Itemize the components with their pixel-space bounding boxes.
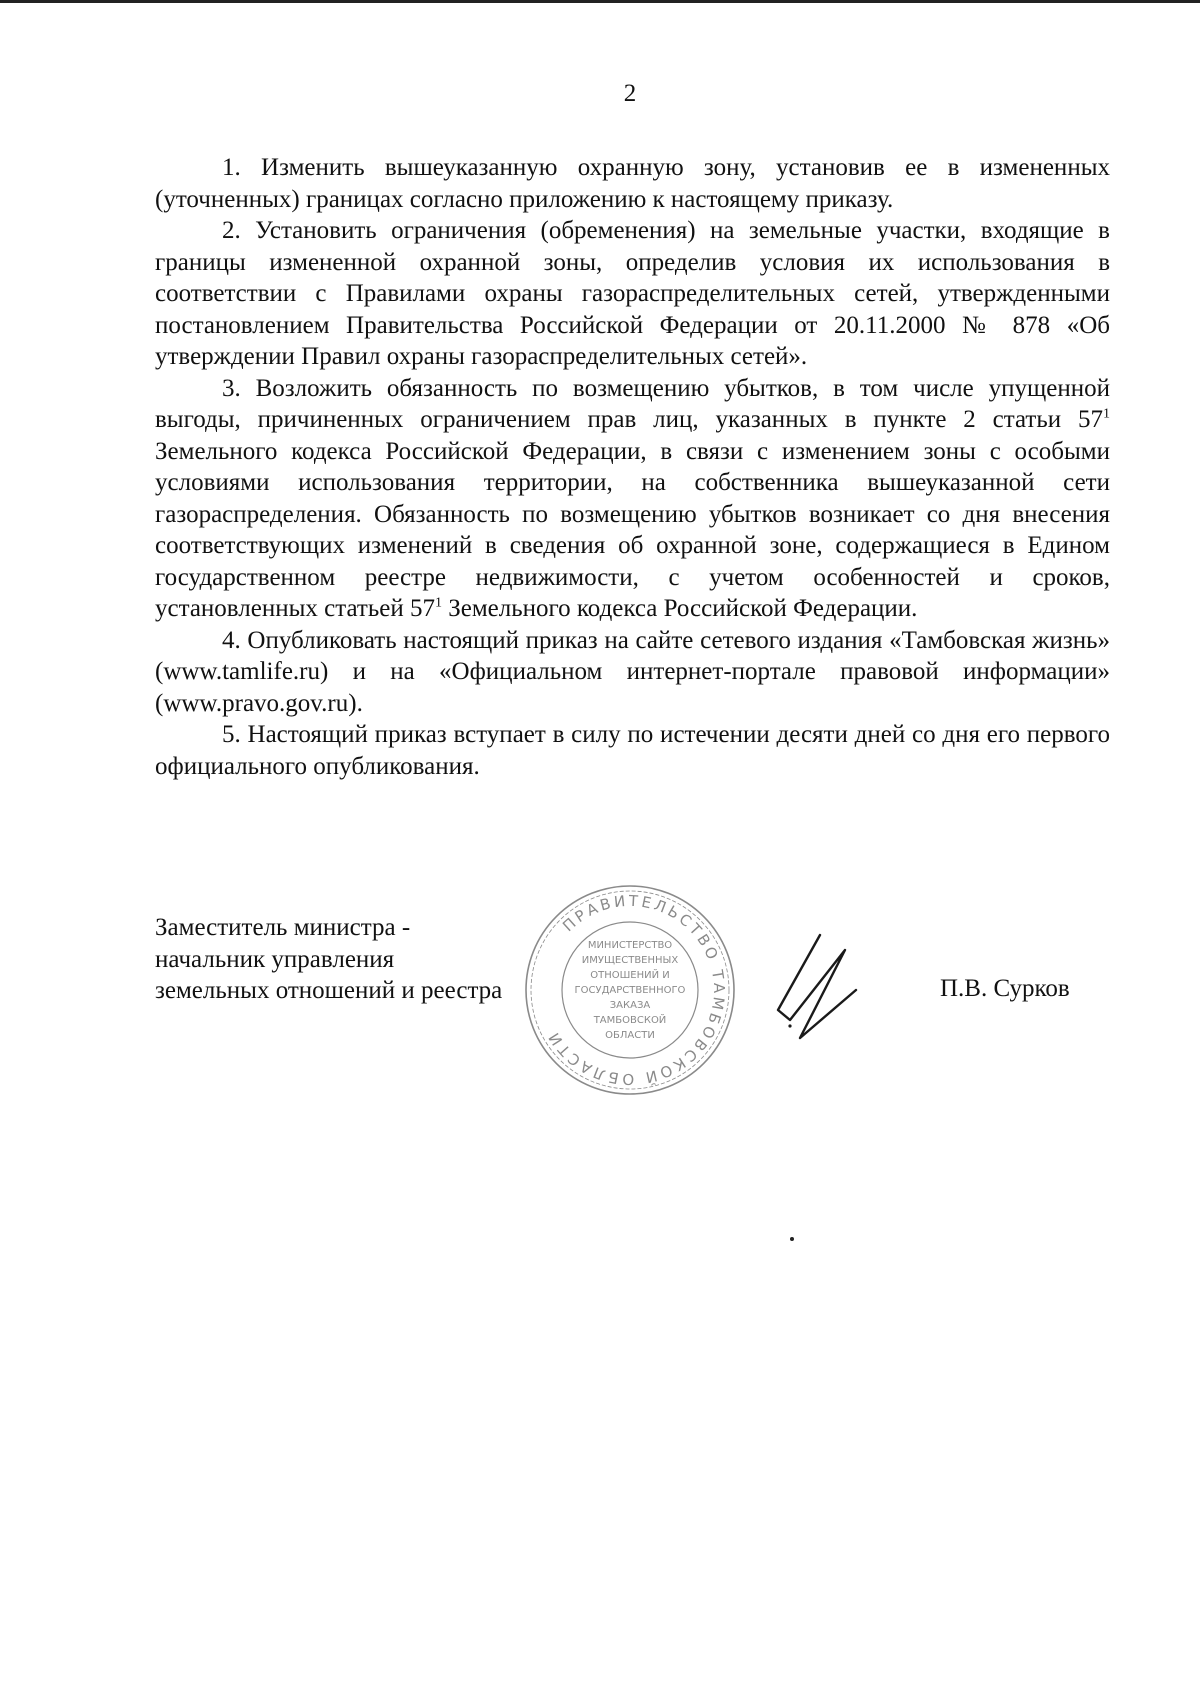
stamp-line-6: ТАМБОВСКОЙ	[593, 1015, 667, 1026]
superscript-1: 1	[1103, 406, 1110, 422]
stamp-line-1: МИНИСТЕРСТВО	[587, 940, 673, 951]
stamp-line-2: ИМУЩЕСТВЕННЫХ	[581, 955, 679, 966]
stamp-outer-text: ПРАВИТЕЛЬСТВО ТАМБОВСКОЙ ОБЛАСТИ	[543, 891, 729, 1089]
signatory-position	[155, 912, 502, 1007]
page-number: 2	[623, 80, 637, 107]
stamp-line-5: ЗАКАЗА	[609, 1000, 651, 1011]
top-border-line	[0, 0, 1200, 3]
scan-speck	[790, 1237, 794, 1241]
paragraph-item-3	[155, 373, 1110, 625]
paragraph-item-3-part1: 3. Возложить обязанность по возмещению убытков, в том числе упущенной выгоды, причиненных ограничением прав лиц, указанных в пункте 2 статьи 57	[155, 374, 1110, 433]
stamp-line-7: ОБЛАСТИ	[605, 1030, 655, 1041]
paragraph-item-1: 1. Изменить вышеуказанную охранную зону, установив ее в измененных (уточненных) границах согласно приложению к настоящему приказу.	[155, 154, 1110, 213]
superscript-2: 1	[434, 595, 442, 611]
signature-graphic	[760, 930, 870, 1050]
paragraph-item-3-part2: Земельного кодекса Российской Федерации, в связи с изменением зоны с особыми условиями использования территории, на собственника вышеуказанной сети газораспределения. Обязанность по возмещению убытков возникает со дня внесения соответствующих изменений в сведения об охранной зоне, содержащиеся в Едином государственном реестре недвижимости, с учетом особенностей и сроков, установленных статьей 57	[155, 437, 1110, 622]
paragraph-item-2: 2. Установить ограничения (обременения) на земельные участки, входящие в границы измененной охранной зоны, определив условия их использования в соответствии с Правилами охраны газораспределительных сетей, утвержденными постановлением Правительства Российской Федерации от 20.11.2000 № 878 «Об утверждении Правил охраны газораспределительных сетей».	[155, 217, 1110, 370]
paragraph-item-5: 5. Настоящий приказ вступает в силу по истечении десяти дней со дня его первого официального опубликования.	[155, 721, 1110, 780]
stamp-line-4: ГОСУДАРСТВЕННОГО	[574, 985, 686, 996]
order-body	[155, 152, 1110, 782]
paragraph-item-4: 4. Опубликовать настоящий приказ на сайте сетевого издания «Тамбовская жизнь» (www.tamlife.ru) и на «Официальном интернет-портале правовой информации» (www.pravo.gov.ru).	[155, 626, 1110, 717]
position-line-1: Заместитель министра -	[155, 914, 411, 941]
position-line-2: начальник управления	[155, 945, 395, 973]
stamp-line-3: ОТНОШЕНИЙ И	[590, 970, 670, 981]
stamp-seal-graphic	[520, 880, 740, 1100]
position-line-3: земельных отношений и реестра	[155, 977, 503, 1004]
paragraph-item-3-part3: Земельного кодекса Российской Федерации.	[441, 595, 918, 622]
official-stamp	[520, 880, 740, 1105]
handwritten-signature	[760, 930, 870, 1055]
signer-name: П.В. Сурков	[940, 975, 1070, 1002]
